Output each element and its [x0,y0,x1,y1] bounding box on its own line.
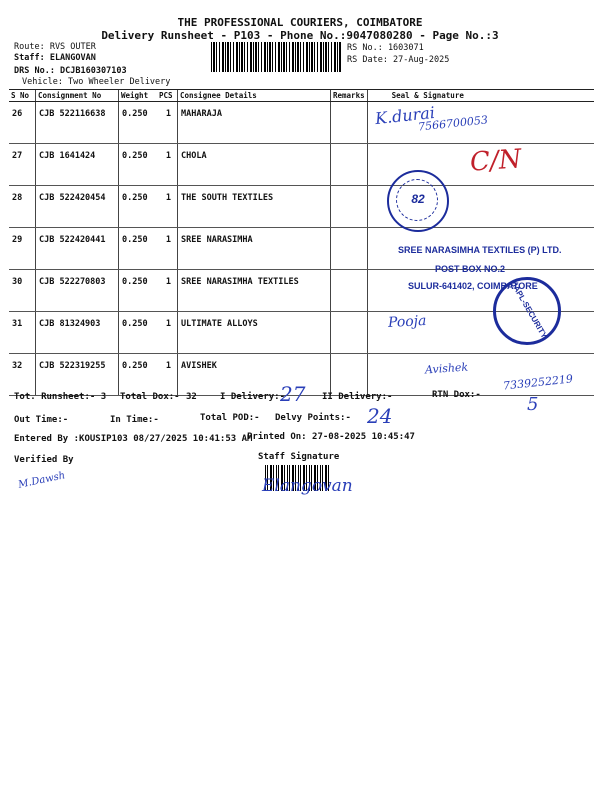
runsheet-title: Delivery Runsheet - P103 - Phone No.:9047080280 - Page No.:3 [101,29,499,42]
rtn-dox-label: RTN Dox:- [432,390,481,400]
col-pcs: PCS [157,90,178,102]
cell-weight: 0.250 [119,144,158,186]
cell-weight: 0.250 [119,228,158,270]
total-pod: Total POD:- [200,413,260,423]
cn-mark-27: C/N [469,144,523,178]
cell-sno: 26 [9,102,36,144]
cell-remarks [331,102,368,144]
cell-consignment: CJB 1641424 [36,144,119,186]
security-stamp [493,277,561,345]
out-time: Out Time:- [14,415,69,425]
cell-pcs: 1 [157,186,178,228]
cell-consignee: CHOLA [178,144,331,186]
security-stamp-text: UAPL-SECURITY [508,279,549,340]
rs-date: RS Date: 27-Aug-2025 [347,55,450,65]
tot-runsheet: Tot. Runsheet:- 3 [14,392,107,402]
cell-weight: 0.250 [119,270,158,312]
delvy-points-label: Delvy Points:- [275,413,351,423]
cell-pcs: 1 [157,228,178,270]
cell-consignee: THE SOUTH TEXTILES [178,186,331,228]
barcode [211,42,341,72]
cell-sno: 32 [9,354,36,396]
cell-pcs: 1 [157,270,178,312]
cell-pcs: 1 [157,102,178,144]
i-delivery-label: I Delivery:- [220,392,286,402]
table-header-row [9,90,594,102]
col-seal: Seal & Signature [367,90,594,102]
company-stamp-line3: SULUR-641402, COIMBATORE [408,281,538,291]
cell-consignee: ULTIMATE ALLOYS [178,312,331,354]
rtn-dox-value: 5 [527,394,539,415]
i-delivery-value: 27 [280,382,306,406]
col-sno: S No [9,90,36,102]
company-title: THE PROFESSIONAL COURIERS, COIMBATORE [177,16,423,29]
staff: Staff: ELANGOVAN [14,53,96,63]
round-stamp-28 [387,170,449,232]
entered-by: Entered By :KOUSIP103 08/27/2025 10:41:53 AM [14,434,253,444]
cell-consignment: CJB 522270803 [36,270,119,312]
printed-on: Printed On: 27-08-2025 10:45:47 [247,432,415,442]
cell-sno: 31 [9,312,36,354]
phone-32: 7339252219 [502,372,574,393]
cell-consignee: SREE NARASIMHA TEXTILES [178,270,331,312]
col-remarks: Remarks [331,90,368,102]
signature-26: K.durai [374,102,436,129]
cell-pcs: 1 [157,312,178,354]
total-dox-value: 32 [186,392,197,402]
table-row [9,102,594,144]
cell-consignment: CJB 522116638 [36,102,119,144]
in-time: In Time:- [110,415,159,425]
cell-sno: 30 [9,270,36,312]
ii-delivery-label: II Delivery:- [322,392,393,402]
company-stamp-line2: POST BOX NO.2 [435,264,506,274]
verified-signature: M.Dawsh [17,470,67,491]
cell-pcs: 1 [157,354,178,396]
cell-weight: 0.250 [119,186,158,228]
cell-consignment: CJB 522420454 [36,186,119,228]
cell-consignee: SREE NARASIMHA [178,228,331,270]
cell-weight: 0.250 [119,312,158,354]
runsheet-table [9,89,594,396]
rs-number: RS No.: 1603071 [347,43,424,53]
cell-consignment: CJB 81324903 [36,312,119,354]
cell-consignee: AVISHEK [178,354,331,396]
cell-sno: 27 [9,144,36,186]
cell-sno: 29 [9,228,36,270]
cell-weight: 0.250 [119,354,158,396]
cell-weight: 0.250 [119,102,158,144]
col-weight: Weight [119,90,158,102]
col-consignment: Consignment No [36,90,119,102]
cell-sno: 28 [9,186,36,228]
col-consignee: Consignee Details [178,90,331,102]
cell-remarks [331,270,368,312]
signature-31: Pooja [387,313,427,331]
staff-signature: Elangovan [262,476,353,496]
cell-remarks [331,186,368,228]
drs-number: DRS No.: DCJB160307103 [14,66,127,76]
cell-remarks [331,228,368,270]
cell-remarks [331,144,368,186]
staff-signature-label: Staff Signature [258,452,340,462]
cell-remarks [331,312,368,354]
route: Route: RVS OUTER [14,42,96,52]
cell-consignee: MAHARAJA [178,102,331,144]
cell-remarks [331,354,368,396]
table-row [9,186,594,228]
signature-32: Avishek [424,360,469,377]
verified-by-label: Verified By [14,455,74,465]
delvy-points-value: 24 [367,404,393,428]
cell-pcs: 1 [157,144,178,186]
vehicle: Vehicle: Two Wheeler Delivery [22,77,171,87]
cell-consignment: CJB 522319255 [36,354,119,396]
total-dox-label: Total Dox:- [120,392,180,402]
phone-26: 7566700053 [417,113,489,134]
round-stamp-number: 82 [411,192,425,206]
cell-consignment: CJB 522420441 [36,228,119,270]
company-stamp-line1: SREE NARASIMHA TEXTILES (P) LTD. [398,245,562,255]
